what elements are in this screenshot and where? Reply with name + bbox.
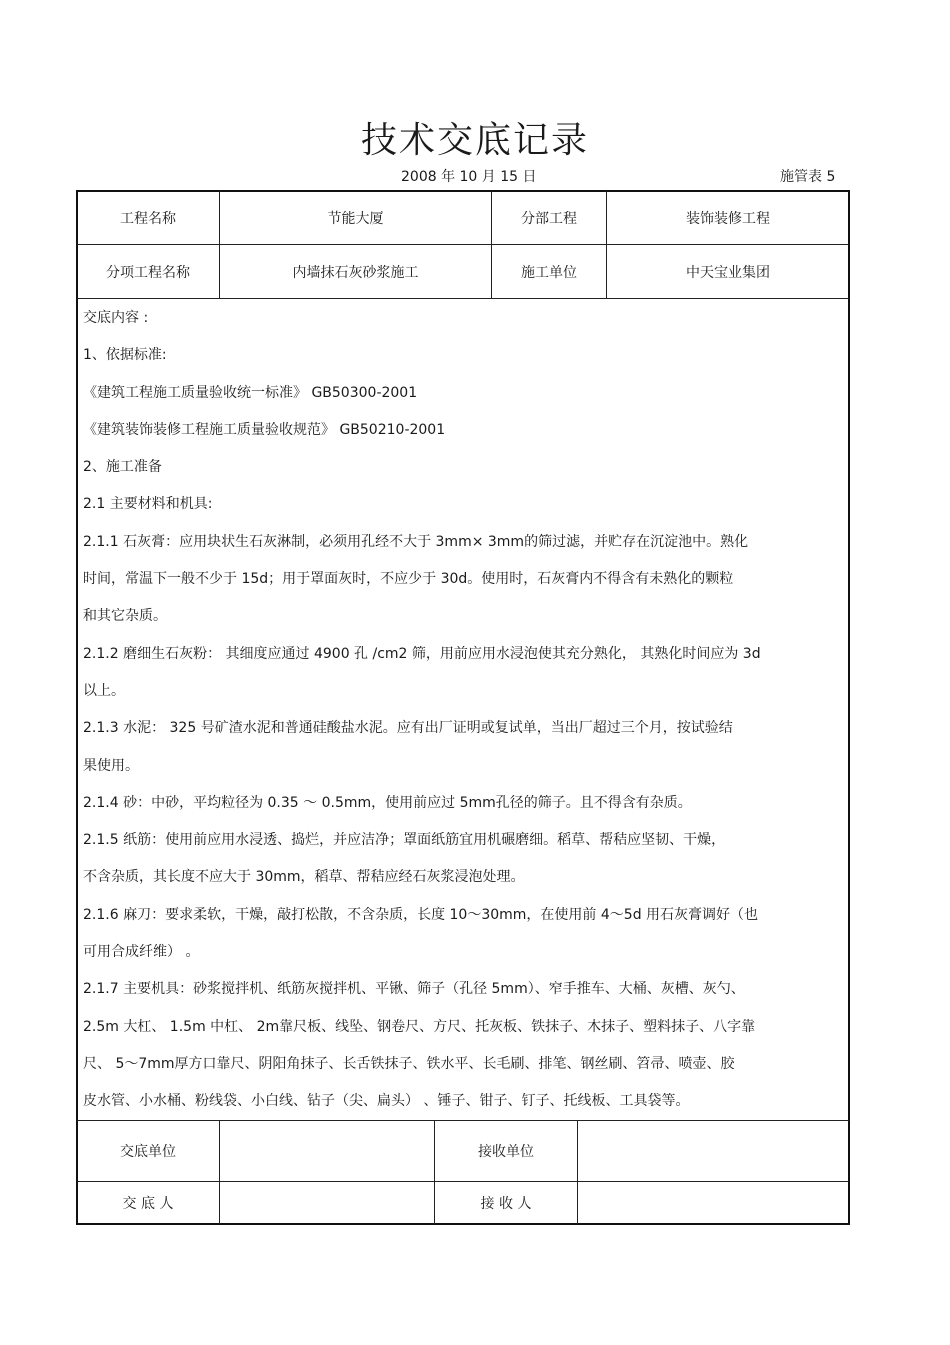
document-date: 2008 年 10 月 15 日 [401,169,537,185]
content-line: 2.1.7 主要机具：砂浆搅拌机、纸筋灰搅拌机、平锹、筛子（孔径 5mm）、窄手推车、大桶、灰槽、灰勺、 [83,981,745,998]
content-line: 2.1 主要材料和机具: [83,496,213,513]
content-line: 《建筑装饰装修工程施工质量验收规范》 GB50210-2001 [83,421,446,438]
construction-unit-label: 施工单位 [521,264,577,281]
content-line: 可用合成纤维） 。 [83,944,200,961]
project-name-label: 工程名称 [120,210,176,227]
content-line: 2.5m 大杠、 1.5m 中杠、 2m靠尺板、线坠、钢卷尺、方尺、托灰板、铁抹子、木抹子、塑料抹子、八字靠 [83,1018,756,1035]
form-number: 施管表 5 [780,169,836,185]
project-name-value: 节能大厦 [327,210,384,227]
content-line: 2.1.5 纸筋：使用前应用水浸透、捣烂，并应洁净；罩面纸筋宜用机碾磨细。稻草、帮秸应坚韧、干燥， [83,832,726,849]
issuer-unit-label: 交底单位 [120,1144,176,1160]
content-line: 以上。 [83,682,125,699]
content-line: 2.1.4 砂：中砂，平均粒径为 0.35 ～ 0.5mm，使用前应过 5mm孔径的筛子。且不得含有杂质。 [83,794,692,811]
content-line: 2.1.1 石灰膏：应用块状生石灰淋制，必须用孔经不大于 3mm× 3mm的筛过滤，并贮存在沉淀池中。熟化 [83,533,749,550]
issuer-person-value [220,1182,434,1224]
content-line: 2.1.3 水泥： 325 号矿渣水泥和普通硅酸盐水泥。应有出厂证明或复试单，当出厂超过三个月，按试验结 [83,720,733,737]
subitem-label: 分项工程名称 [106,264,190,281]
receiver-person-value [578,1182,849,1224]
content-line: 1、依据标准: [83,347,167,364]
issuer-person-label: 交 底 人 [122,1196,174,1212]
content-line: 不含杂质，其长度不应大于 30mm，稻草、帮秸应经石灰浆浸泡处理。 [83,869,525,886]
document-title: 技术交底记录 [360,120,589,161]
content-line: 皮水管、小水桶、粉线袋、小白线、钻子（尖、扁头） 、锤子、钳子、钉子、托线板、工具袋等。 [83,1093,690,1110]
row-divider [77,298,849,299]
receiver-unit-value [578,1121,849,1181]
issuer-unit-value [220,1121,434,1181]
receiver-unit-label: 接收单位 [478,1144,534,1160]
content-line: 果使用。 [83,757,139,774]
content-line: 2.1.2 磨细生石灰粉： 其细度应通过 4900 孔 /cm2 筛，用前应用水浸泡使其充分熟化， 其熟化时间应为 3d [83,645,761,662]
briefing-content [83,300,843,1121]
division-label: 分部工程 [521,210,577,227]
content-line: 时间，常温下一般不少于 15d；用于罩面灰时，不应少于 30d。使用时，石灰膏内不得含有未熟化的颗粒 [83,571,734,588]
content-line: 《建筑工程施工质量验收统一标准》 GB50300-2001 [83,384,418,401]
construction-unit-value: 中天宝业集团 [686,264,770,281]
content-line: 2.1.6 麻刀：要求柔软，干燥，敲打松散，不含杂质，长度 10～30mm，在使用前 4～5d 用石灰膏调好（也 [83,906,759,923]
content-line: 2、施工准备 [83,459,162,476]
content-line: 尺、 5～7mm厚方口靠尺、阴阳角抹子、长舌铁抹子、铁水平、长毛刷、排笔、钢丝刷、笤帚、喷壶、胶 [83,1055,735,1072]
division-value: 装饰装修工程 [686,210,770,227]
receiver-person-label: 接 收 人 [480,1196,532,1212]
content-heading: 交底内容 : [83,310,149,326]
content-line: 和其它杂质。 [83,608,167,625]
subitem-value: 内墙抹石灰砂浆施工 [292,264,419,281]
